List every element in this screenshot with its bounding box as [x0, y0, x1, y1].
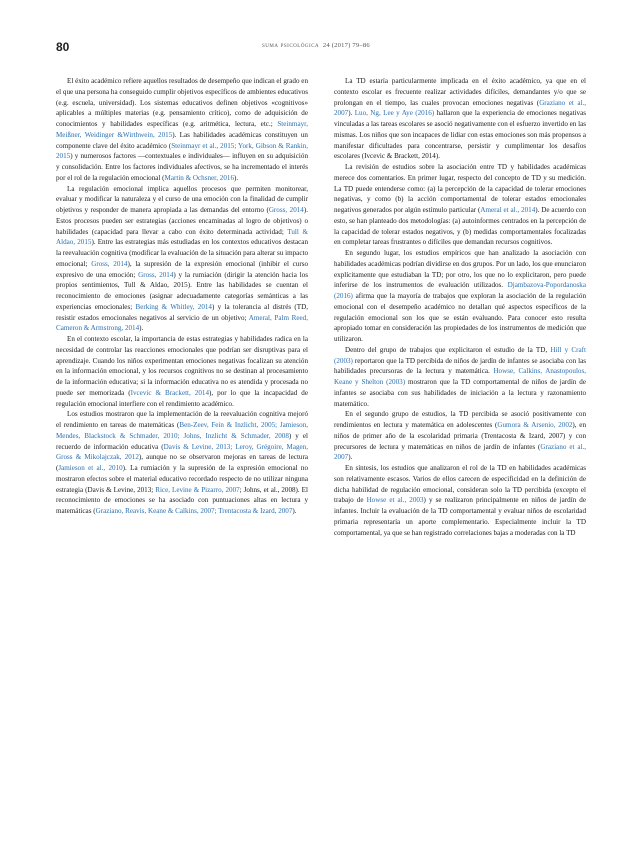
citation-link[interactable]: Gumora & Arsenio, 2002 [497, 421, 573, 429]
citation-link[interactable]: Hill y Craft (2003) [334, 345, 586, 365]
citation-link[interactable]: Graziano et al., 2007 [334, 442, 587, 462]
citation-link[interactable]: Gross, 2014 [138, 270, 174, 279]
paragraph-text: En segundo lugar, los estudios empíricos que han analizado la asociación con habilidades académicas podrían dividirse en dos grupos. Por un lado, los que enunciaron explícitamente que estudiaban la TD; por otro, los que no lo explicitaron, pero puede inferirse de los instrumentos de evaluación utilizados. [334, 249, 586, 290]
paragraph-text: La revisión de estudios sobre la asociación entre TD y habilidades académicas merece dos comentarios. En primer lugar, respecto del concepto de TD y su medición. La TD puede entenderse como: (a) la percepción de la capacidad de tolerar emociones negativas, y como (b) la acción comportamental de tolerar estados emocionales negativos generados por algún estímulo particular ( [334, 163, 586, 214]
paragraph-text: ). [348, 453, 353, 462]
citation-link[interactable]: Berking & Whitley, 2014 [135, 302, 212, 311]
page-number: 80 [56, 40, 70, 54]
paragraph [56, 334, 308, 409]
citation-link[interactable]: Graziano, Reavis, Keane & Calkins, 2007; Trentacosta & Izard, 2007 [95, 507, 293, 515]
citation-link[interactable]: Steinmayr et al., 2015; York, Gibson & Rankin, 2015 [56, 141, 308, 161]
paragraph [334, 463, 586, 538]
paragraph [334, 76, 586, 162]
paragraph-text: El éxito académico refiere aquellos resultados de desempeño que indican el grado en el que una persona ha conseguido cumplir objetivos específicos de ambientes educativos (e.g. escuela, universidad). Los sistemas educativos definen objetivos «cognitivos» aplicables a múltiples materias (e.g. pensamiento crítico), como de adquisición de conocimientos y habilidades específicas (e.g. aritmética, lectura, etc.; [56, 77, 308, 128]
paragraph-text: ), por lo que la incapacidad de regulación emocional interfiere con el rendimiento académico. [56, 388, 309, 408]
paragraph-text: ) y el recuerdo de información educativa ( [56, 431, 308, 451]
paragraph-text: ). De acuerdo con esto, se han planteado dos metodologías: (a) autoinformes centrados en la percepción de la capacidad de tolerar estados negativos, y (b) medidas comportamentales focalizadas en completar tareas frustrantes o difíciles que demandan recursos cognitivos. [334, 206, 586, 247]
left-column [56, 76, 308, 517]
citation-link[interactable]: Luo, Ng, Lee y Aye (2016) [354, 109, 435, 118]
paragraph-text: ) y numerosos factores —contextuales e individuales— influyen en su adquisición y consolidación. Entre los factores individuales afectivos, se ha incrementado el interés por el rol de la regulación emocional ( [56, 152, 308, 182]
paragraph-text: ), aunque no se observaron mejoras en tareas de lectura ( [56, 453, 308, 472]
paragraph [56, 76, 308, 184]
paragraph-text: hallaron que la experiencia de emociones negativas vinculadas a las tareas escolares se asoció negativamente con el esfuerzo invertido en las mismas. Los niños que son incapaces de lidiar con estas emociones son más propensos a manifestar dificultades para concentrarse, persistir y cumplimentar los desafíos escolares (Ivcevic & Brackett, 2014). [334, 109, 586, 161]
paragraph-text: ) y la tolerancia al distrés (TD, resistir estados emocionales negativos al servicio de un objetivo; [56, 302, 309, 322]
citation-link[interactable]: Djambazova-Popordanoska (2016) [334, 281, 586, 300]
citation-link[interactable]: Davis & Levine, 2013; Leroy, Grégoire, Magen, Gross & Mikolajczak, 2012 [56, 442, 308, 462]
paragraph-text: afirma que la mayoría de trabajos que exploran la asociación de la regulación emocional con el desempeño académico no detallan qué aspectos específicos de la regulación emocional son los que se están evaluando. Para conocer esto resulta apropiado tomar en consideración las propiedades de los instrumentos de medición que utilizaron. [334, 292, 586, 343]
citation-link[interactable]: Steinmayr, Meißner, Weidinger &Wirthwein, 2015 [56, 120, 308, 139]
paragraph-text: La TD estaría particularmente implicada en el éxito académico, ya que en el contexto escolar es frecuente realizar actividades difíciles, demandantes y/o que se prolongan en el tiempo, las cuales provocan emociones negativas ( [334, 77, 586, 107]
citation-link[interactable]: Ameral et al., 2014 [480, 206, 536, 214]
paragraph [334, 248, 586, 345]
paragraph-text: ), la supresión de la expresión emocional (inhibir el curso expresivo de una emoción; [56, 259, 309, 279]
paragraph-text: mostraron que la TD comportamental de niños de jardín de infantes se asociaba con sus habilidades de iniciación a la lectura y razonamiento matemático. [334, 378, 586, 408]
paragraph [334, 162, 586, 248]
page-header [56, 40, 584, 56]
citation-link[interactable]: Graziano et al., 2007 [334, 98, 587, 118]
citation-link[interactable]: Jamieson et al., 2010 [58, 464, 123, 472]
journal-issue: 24 (2017) 79–86 [322, 42, 370, 49]
paragraph-text: La regulación emocional implica aquellos procesos que permiten monitorear, evaluar y modificar la naturaleza y el curso de una emoción con la finalidad de cumplir objetivos y responder de manera apropiada a las demandas del entorno ( [56, 184, 308, 214]
right-column [334, 76, 586, 538]
paragraph-text: ). [292, 507, 297, 515]
paragraph-text: ; Johns, et al., 2008). El reconocimiento de emociones se ha asociado con puntuaciones altas en lectura y matemáticas ( [56, 485, 308, 515]
paragraph-text: ). [348, 109, 355, 118]
paragraph-text: En el segundo grupo de estudios, la TD percibida se asoció positivamente con rendimientos en lectura y matemática en adolescentes ( [334, 410, 586, 429]
paragraph-text: ). Las habilidades académicas constituyen un componente clave del éxito académico ( [56, 130, 308, 150]
citation-link[interactable]: Howse et al., 2003 [366, 496, 424, 505]
paragraph-text: ), en niños de primer año de la escolaridad primaria (Trentacosta & Izard, 2007) y con precursores de lectura y matemáticas en niños de jardín de infantes ( [334, 421, 586, 451]
paragraph-text: ). [139, 324, 144, 333]
paragraph [334, 409, 586, 463]
paragraph-text: reportaron que la TD percibida de niños de jardín de infantes se asociaba con las habilidades precursoras de la lectura y matemática. [334, 356, 586, 376]
citation-link[interactable]: Ivcevic & Brackett, 2014 [130, 388, 209, 397]
paragraph-text: ). [234, 173, 239, 182]
paragraph-text: ). Estos procesos pueden ser estrategias (acciones encaminadas al logro de objetivos) o habilidades (capacidad para llevar a cabo con éxito determinada actividad; [56, 206, 308, 236]
citation-link[interactable]: Rice, Levine & Pizarro, 2007 [155, 485, 240, 494]
paragraph-text: Los estudios mostraron que la implementación de la reevaluación cognitiva mejoró el rendimiento en tareas de matemáticas ( [56, 410, 308, 429]
paragraph [56, 184, 308, 335]
paragraph-text: ). La rumiación y la supresión de la expresión emocional no mostraron efectos sobre el material educativo recordado respecto de no utilizar ninguna estrategia (Davis & Levine, 2013; [56, 464, 308, 494]
paragraph-text: ). Entre las estrategias más estudiadas en los contextos educativos destacan la reevaluación cognitiva (modificar la evaluación de la situación para alterar su impacto emocional; [56, 238, 308, 268]
citation-link[interactable]: Ameral, Palm Reed, Cameron & Armstrong, 2014 [56, 313, 308, 333]
citation-link[interactable]: Gross, 2014 [268, 206, 304, 214]
paragraph-text: En síntesis, los estudios que analizaron el rol de la TD en habilidades académicas son relativamente escasos. Varios de ellos carecen de especificidad en la definición de dicha habilidad de regulación emocional, consideran solo la TD percibida (excepto el trabajo de [334, 464, 586, 505]
paragraph [334, 345, 586, 410]
journal-name: suma psicológica [262, 42, 320, 49]
paragraph-text: En el contexto escolar, la importancia de estas estrategias y habilidades radica en la necesidad de controlar las reacciones emocionales que podrían ser disruptivas para el aprendizaje. Cuando los niños experimentan emociones negativas focalizan su atención en la información emocional, y los recursos cognitivos no se destinan al procesamiento de la información educativa; si la información educativa no es atendida y procesada no puede ser memorizada ( [56, 335, 308, 397]
citation-link[interactable]: Howse, Calkins, Anastopoulos, Keane y Shelton (2003) [334, 367, 586, 386]
paragraph-text: ) y se realizaron principalmente en niños de jardín de infantes. Incluir la evaluación de la TD comportamental y evaluar niños de escolaridad primaria representaría un aporte complementario. Especialmente incluir la TD comportamental, ya que se han registrado correlaciones bajas a moderadas con la TD [334, 496, 586, 537]
citation-link[interactable]: Gross, 2014 [91, 259, 128, 268]
citation-link[interactable]: Tull & Aldao, 2015 [56, 227, 308, 247]
paragraph [56, 409, 308, 517]
paragraph-text: ) y la rumiación (dirigir la atención hacia los propios sentimientos, Tull & Aldao, 2015). Entre las habilidades se cuentan el reconocimiento de emociones (asignar adecuadamente categorías semánticas a las experiencias emocionales; [56, 270, 308, 311]
running-head [262, 42, 370, 49]
paragraph-text: Dentro del grupo de trabajos que explicitaron el estudio de la TD, [345, 345, 551, 354]
citation-link[interactable]: Martin & Ochsner, 2016 [164, 173, 234, 182]
citation-link[interactable]: Ben-Zeev, Fein & Inzlicht, 2005; Jamieson, Mendes, Blackstock & Schmader, 2010; Johns, Inzlicht & Schmader, 2008 [56, 421, 309, 440]
